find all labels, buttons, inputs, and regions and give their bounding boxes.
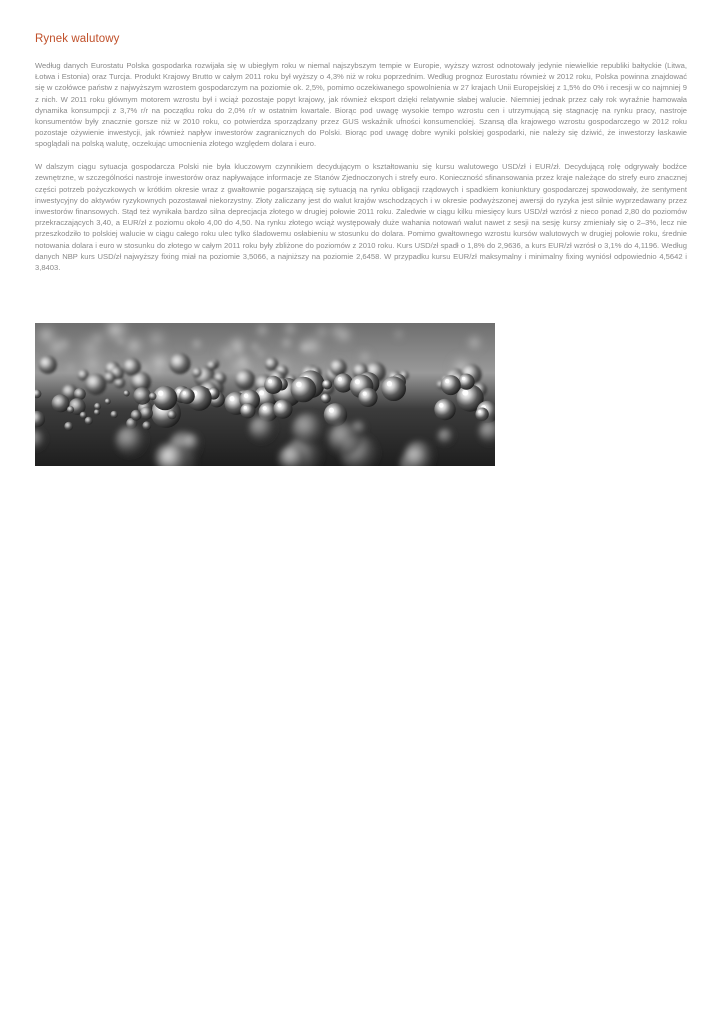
paragraph-1: Według danych Eurostatu Polska gospodarka rozwijała się w ubiegłym roku w niemal najszybszym tempie w Europie, wyższy wzrost odnotowały jedynie niewielkie republiki bałtyckie (Litwa, Łotwa i Estonia) oraz Turcja. Produkt Krajowy Brutto w całym 2011 roku był wyższy o 4,3% niż w roku poprzednim. Według prognoz Eurostatu również w 2012 roku, Polska powinna znajdować się w czołówce państw z najwyższym wzrostem gospodarczym na poziomie ok. 2,5%, pomimo oczekiwanego spowolnienia w 27 krajach Unii Europejskiej z 1,5% do 0% i recesji w co najmniej 9 z nich. W 2011 roku głównym motorem wzrostu był i wciąż pozostaje popyt krajowy, jak również eksport dzięki relatywnie słabej walucie. Niemniej jednak przez cały rok wyraźnie hamowała dynamika konsumpcji z 3,7% r/r na początku roku do 2,0% r/r w ostatnim kwartale. Biorąc pod uwagę wysokie tempo wzrostu cen i utrzymującą się stagnację na rynku pracy, nastroje konsumentów były znacznie gorsze niż w 2010 roku, co potwierdza sporządzany przez GUS wskaźnik ufności konsumenckiej. Szansą dla krajowego wzrostu gospodarczego w 2012 roku pozostaje ożywienie inwestycji, jak również napływ inwestorów zagranicznych do Polski. Biorąc pod uwagę dobre wyniki polskiej gospodarki, nie należy się dziwić, że inwestorzy łaskawie spoglądali na polską walutę, oczekując umocnienia złotego względem dolara i euro. <box>35 61 687 149</box>
section-title: Rynek walutowy <box>35 33 120 45</box>
water-droplets-photo <box>35 323 495 466</box>
droplets-image <box>35 323 495 466</box>
paragraph-2: W dalszym ciągu sytuacja gospodarcza Polski nie była kluczowym czynnikiem decydującym o kształtowaniu się kursu walutowego USD/zł i EUR/zł. Decydującą rolę odgrywały bodźce zewnętrzne, w szczególności nastroje inwestorów oraz napływające informacje ze Stanów Zjednoczonych i strefy euro. Konieczność sfinansowania przez kraje należące do strefy euro znacznej części potrzeb pożyczkowych w krótkim okresie wraz z gwałtownie pogarszającą się sytuacją na rynku obligacji rządowych i spadkiem koniunktury gospodarczej spowodowały, że sentyment inwestycyjny do aktywów ryzykownych pozostawał niekorzystny. Złoty zaliczany jest do walut krajów wschodzących i w okresie podwyższonej awersji do ryzyka jest silnie wyprzedawany przez inwestorów finansowych. Stąd też wynikała bardzo silna deprecjacja złotego w drugiej połowie 2011 roku. Zaledwie w ciągu kilku miesięcy kurs USD/zł wzrósł z nieco ponad 2,80 do poziomów przekraczających 3,40, a EUR/zł z poziomu około 4,00 do 4,50. Na rynku złotego wciąż występowały duże wahania notowań walut nawet z sesji na sesję kursy zmieniały się o 2–3%, lecz nie przeszkodziło to polskiej walucie w ciągu całego roku ulec tylko śladowemu osłabieniu w stosunku do dolara. Pomimo gwałtownego wzrostu kursów walutowych w drugiej połowie roku, średnie notowania dolara i euro w stosunku do złotego w całym 2011 roku były zbliżone do poziomów z 2010 roku. Kurs USD/zł spadł o 1,8% do 2,9636, a kurs EUR/zł wzrósł o 3,1% do 4,1196. Według danych NBP kurs USD/zł najwyższy fixing miał na poziomie 3,5066, a najniższy na poziomie 2,6458. W przypadku kursu EUR/zł maksymalny i minimalny fixing wyniósł odpowiednio 4,5642 i 3,8403. <box>35 162 687 272</box>
article-body <box>35 60 687 285</box>
